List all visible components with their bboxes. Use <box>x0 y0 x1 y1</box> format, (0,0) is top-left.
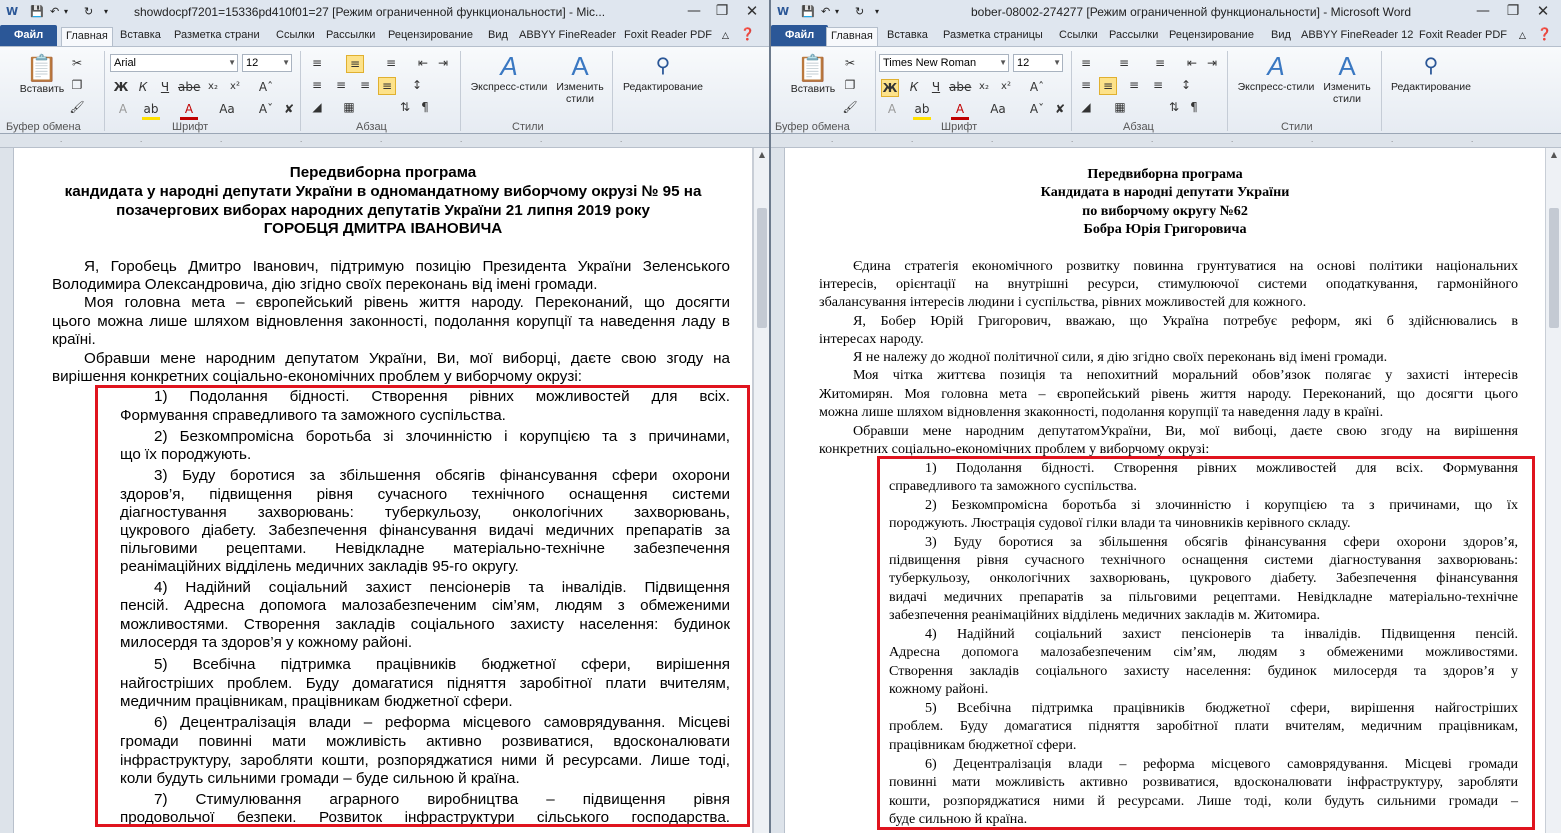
doc-line: цього можна лише шляхом відновлення законності, подолання корупції та наведення ладу в <box>52 313 730 330</box>
cut-icon[interactable]: ✂ <box>844 56 856 70</box>
express-styles-button[interactable] <box>1233 51 1319 93</box>
maximize-icon[interactable]: ❐ <box>1506 3 1520 19</box>
help-icon[interactable]: ❓ <box>740 27 755 41</box>
close-icon[interactable]: ✕ <box>745 2 759 20</box>
tab-review[interactable]: Рецензирование <box>388 29 473 41</box>
bullets-icon[interactable]: ≡ <box>1080 56 1092 70</box>
align-left-icon[interactable]: ≡ <box>311 78 323 92</box>
change-case-icon[interactable]: Aa <box>219 102 235 116</box>
subscript-button[interactable]: x₂ <box>979 81 989 92</box>
group-separator <box>875 51 876 131</box>
horizontal-ruler[interactable] <box>0 134 769 148</box>
save-icon[interactable]: 💾 <box>30 5 44 18</box>
tab-home[interactable]: Главная <box>61 27 113 47</box>
undo-icon[interactable]: ↶ <box>821 5 831 18</box>
doc-line: Обравши мене народним депутатом України, Ви, мої виборці, даєте свою згоду на <box>84 350 730 367</box>
font-name-value: Arial <box>114 57 137 69</box>
paste-label: Вставить <box>790 83 836 95</box>
borders-icon[interactable]: ▦ <box>1114 100 1126 114</box>
doc-line: інтересах народу. <box>819 331 924 347</box>
help-icon[interactable]: ❓ <box>1537 27 1552 41</box>
ribbon-tabs <box>0 24 769 46</box>
group-clipboard-label: Буфер обмена <box>6 121 81 133</box>
collapse-ribbon-icon[interactable]: △ <box>722 31 729 41</box>
font-size-value: 12 <box>246 57 259 69</box>
group-separator <box>104 51 105 131</box>
doc-heading-4: ГОРОБЦЯ ДМИТРА ІВАНОВИЧА <box>263 220 503 237</box>
vertical-scrollbar[interactable] <box>753 148 769 833</box>
group-styles-label: Стили <box>1281 121 1313 133</box>
highlight-box <box>95 385 750 827</box>
doc-line: 1) Подолання бідності. Створення рівних можливостей для всіх. Формування <box>925 460 1518 476</box>
tab-page-layout[interactable]: Разметка страни <box>174 29 260 41</box>
vertical-scrollbar[interactable] <box>1545 148 1561 833</box>
doc-heading-4: Бобра Юрія Григоровича <box>1083 221 1247 237</box>
tab-references[interactable]: Ссылки <box>276 29 315 41</box>
group-separator <box>1381 51 1382 131</box>
doc-line: Я, Бобер Юрій Григорович, вважаю, що Україна потребує реформ, які б здійснювались в <box>853 313 1518 329</box>
text-effects-icon[interactable]: A <box>887 102 897 116</box>
paste-button[interactable] <box>781 53 845 95</box>
tab-mailings[interactable]: Рассылки <box>326 29 376 41</box>
customize-qat-icon[interactable]: ▾ <box>875 7 880 16</box>
redo-icon[interactable]: ↻ <box>855 5 865 18</box>
doc-line: 5) Всебічна підтримка працівників бюджетної сфери, вирішення найгостріших <box>925 700 1518 716</box>
shrink-font-icon[interactable]: Aˇ <box>258 102 274 116</box>
window-title: bober-08002-274277 [Режим ограниченной функциональности] - Microsoft Word <box>971 5 1412 19</box>
doc-line: забезпечення реанімаційних відділень медичних закладів м. Житомира. <box>889 607 1321 623</box>
dropdown-icon: ▼ <box>282 58 290 67</box>
group-styles-label: Стили <box>512 121 544 133</box>
ruler-tick: · <box>300 138 303 146</box>
doc-line: Я не належу до жодної політичної сили, я дію згідно своїх переконань від імені громади. <box>853 349 1388 365</box>
doc-heading-1: Передвиборна програма <box>289 164 477 181</box>
doc-line: милосердя та здоров’я у кожному районі. <box>120 634 413 651</box>
change-styles-button[interactable] <box>552 51 608 105</box>
horizontal-ruler[interactable] <box>771 134 1561 148</box>
scrollbar-thumb[interactable] <box>1549 208 1559 328</box>
paste-label: Вставить <box>19 83 65 95</box>
doc-line: 2) Безкомпромісна боротьба зі злочинністю і корупцією та з причинами, <box>154 428 730 445</box>
multilevel-list-icon[interactable]: ≡ <box>1154 56 1166 70</box>
doc-line: Формування справедливого та заможного суспільства. <box>120 407 506 424</box>
doc-line: Єдина стратегія економічного розвитку повинна грунтуватися на основі політики національних <box>853 258 1518 274</box>
pilcrow-icon[interactable]: ¶ <box>1190 100 1198 114</box>
multilevel-list-icon[interactable]: ≡ <box>385 56 397 70</box>
doc-line: пільговими рецептами. Невідкладне матеріально-технічне забезпечення <box>120 540 730 557</box>
change-styles-label-2: стили <box>1333 93 1361 105</box>
title-bar <box>0 0 769 24</box>
font-color-icon[interactable]: A <box>951 101 969 120</box>
doc-line: реанімаційних відділень медичних закладів 95-го округу. <box>120 558 519 575</box>
align-right-icon[interactable]: ≡ <box>359 78 371 92</box>
doc-line: 4) Надійний соціальний захист пенсіонерів та інвалідів. Підвищення пенсій. <box>925 626 1518 642</box>
font-name-value: Times New Roman <box>883 57 977 69</box>
tab-view[interactable]: Вид <box>1271 29 1291 41</box>
tab-mailings[interactable]: Рассылки <box>1109 29 1159 41</box>
tab-references[interactable]: Ссылки <box>1059 29 1098 41</box>
group-separator <box>612 51 613 131</box>
doc-line: 4) Надійний соціальний захист пенсіонерів та інвалідів. Підвищення <box>154 579 730 596</box>
pilcrow-icon[interactable]: ¶ <box>421 100 429 114</box>
dropdown-icon: ▼ <box>228 58 236 67</box>
ruler-tick: · <box>60 138 63 146</box>
tab-insert[interactable]: Вставка <box>120 29 161 41</box>
ruler-tick: · <box>620 138 623 146</box>
doc-heading-3: по виборчому округу №62 <box>1082 203 1248 219</box>
align-right-icon[interactable]: ≡ <box>1128 78 1140 92</box>
font-size-value: 12 <box>1017 57 1030 69</box>
ruler-tick: · <box>991 138 994 146</box>
undo-icon[interactable]: ↶ <box>50 5 60 18</box>
group-paragraph-label: Абзац <box>356 121 387 133</box>
change-styles-label: Изменить <box>556 81 604 93</box>
strikethrough-button[interactable]: abe <box>949 80 972 94</box>
doc-line: що їх породжують. <box>120 446 252 463</box>
tab-file[interactable]: Файл <box>771 25 828 46</box>
express-styles-button[interactable] <box>466 51 552 93</box>
doc-line: коли будуть сильними громади – буде сильною й країна. <box>120 770 520 787</box>
ruler-tick: · <box>540 138 543 146</box>
ruler-tick: · <box>911 138 914 146</box>
minimize-icon[interactable]: — <box>1476 3 1490 19</box>
change-case-icon[interactable]: Aa <box>990 102 1006 116</box>
window-title: showdocpf7201=15336pd410f01=27 [Режим ограниченной функциональности] - Mic... <box>134 5 606 19</box>
font-size-combo[interactable] <box>1013 54 1063 72</box>
group-separator <box>1071 51 1072 131</box>
subscript-button[interactable]: x₂ <box>208 81 218 92</box>
doc-line: можна лише шляхом відновлення зкаконності, подолання корупції та наведення ладу в країні. <box>819 404 1384 420</box>
doc-heading-2: Кандидата в народні депутати України <box>1040 184 1290 200</box>
doc-line: конкретних соціально-економічних проблем у виборчому окрузі: <box>819 441 1210 457</box>
shading-icon[interactable]: ◢ <box>312 100 322 114</box>
doc-line: туберкульозу, онкологічних захворювань, цукрового діабету. Забезпечення фінансування <box>889 570 1518 586</box>
clear-format-icon[interactable]: ✘ <box>283 102 295 116</box>
decrease-indent-icon[interactable]: ⇤ <box>1186 56 1198 70</box>
express-styles-label: Экспресс-стили <box>470 81 548 93</box>
doc-heading-2: кандидата у народні депутати України в одномандатному виборчому окрузі № 95 на <box>64 183 702 200</box>
doc-line: країні. <box>52 331 96 348</box>
ruler-tick: · <box>220 138 223 146</box>
align-center-icon[interactable]: ≡ <box>335 78 347 92</box>
doc-line: 6) Децентралізація влади – реформа місцевого самоврядування. Місцеві <box>154 714 730 731</box>
format-painter-icon[interactable]: 🖌 <box>842 100 858 114</box>
ruler-tick: · <box>1151 138 1154 146</box>
justify-icon[interactable]: ≡ <box>1152 78 1164 92</box>
doc-line: інтересів, орієнтації на внутрішні ресурси, стимулюючої системи оподаткування, гармонійного <box>819 276 1518 292</box>
doc-line: вирішення конкретних соціально-економічних проблем у виборчому окрузі: <box>52 368 582 385</box>
underline-button[interactable]: Ч <box>160 80 170 94</box>
align-left-icon[interactable]: ≡ <box>1080 78 1092 92</box>
styles-icon: A <box>500 51 518 81</box>
editing-button[interactable] <box>616 51 710 93</box>
grow-font-icon[interactable]: Aˆ <box>1029 80 1045 94</box>
doc-line: Житомирян. Моя головна мета – європейський рівень життя народу. Переконаний, що досягти цього <box>819 386 1518 402</box>
borders-icon[interactable]: ▦ <box>343 100 355 114</box>
doc-line: проблем. Буду домагатися підняття заробітної плати вчителям, медичним працівникам, <box>889 718 1518 734</box>
binoculars-icon: ⚲ <box>1423 55 1439 77</box>
group-font-label: Шрифт <box>941 121 978 133</box>
paste-icon: 📋 <box>25 53 59 83</box>
ribbon-tabs <box>771 24 1561 46</box>
change-styles-icon: A <box>1338 51 1356 81</box>
ribbon <box>0 46 769 134</box>
font-size-combo[interactable] <box>242 54 292 72</box>
save-icon[interactable]: 💾 <box>801 5 815 18</box>
paste-icon: 📋 <box>796 53 830 83</box>
doc-line: 1) Подолання бідності. Створення рівних можливостей для всіх. <box>154 388 730 405</box>
strikethrough-button[interactable]: abe <box>178 80 201 94</box>
doc-line: Моя чітка життєва позиція та непохитний моральний обов’язок полягає у захисті інтересів <box>853 367 1518 383</box>
doc-line: можливостями. Створення закладів соціального захисту населення: будинок <box>120 616 730 633</box>
customize-qat-icon[interactable]: ▾ <box>104 7 109 16</box>
increase-indent-icon[interactable]: ⇥ <box>437 56 449 70</box>
doc-line: здоров’я, підвищення рівня сучасного технічного оснащення системи <box>120 486 730 503</box>
change-styles-label-2: стили <box>566 93 594 105</box>
group-paragraph-label: Абзац <box>1123 121 1154 133</box>
doc-line: кожному районі. <box>889 681 989 697</box>
ruler-tick: · <box>1071 138 1074 146</box>
doc-line: Моя головна мета – європейський рівень життя народу. Переконаний, що досягти <box>84 294 730 311</box>
superscript-button[interactable]: x² <box>230 81 240 92</box>
styles-icon: A <box>1267 51 1285 81</box>
scroll-up-icon[interactable]: ▲ <box>758 150 766 159</box>
doc-line: кошти, розпоряджатися ними й ресурсами. Лише тоді, коли будуть сильними громади – <box>889 793 1518 809</box>
format-painter-icon[interactable]: 🖌 <box>69 100 85 114</box>
collapse-ribbon-icon[interactable]: △ <box>1519 31 1526 41</box>
doc-line: породжують. Люстрація судової гілки влади та чиновників керівного складу. <box>889 515 1351 531</box>
clear-format-icon[interactable]: ✘ <box>1054 102 1066 116</box>
vertical-ruler[interactable] <box>771 148 785 833</box>
doc-line: підвищення рівня сучасного технічного оснащення системи діагностування захворювань: <box>889 552 1518 568</box>
doc-line: 5) Всебічна підтримка працівників бюджетної сфери, вирішення <box>154 656 730 673</box>
align-center-icon[interactable]: ≡ <box>1099 77 1117 95</box>
group-separator <box>460 51 461 131</box>
underline-button[interactable]: Ч <box>931 80 941 94</box>
doc-line: працівникам бюджетної сфери. <box>889 737 1077 753</box>
doc-line: діагностування захворювань: туберкульозу, онкологічних захворювань, <box>120 504 730 521</box>
redo-icon[interactable]: ↻ <box>84 5 94 18</box>
doc-line: Володимира Олександровича, дію згідно своїх переконань від імені громади. <box>52 276 598 293</box>
doc-line: громади повинні мати можливість активно розвиватися, вдосконалювати <box>120 733 730 750</box>
line-spacing-icon[interactable]: ↕ <box>411 78 423 92</box>
font-color-icon[interactable]: A <box>180 101 198 120</box>
editing-label: Редактирование <box>623 81 703 93</box>
doc-line: справедливого та заможного суспільства. <box>889 478 1137 494</box>
group-separator <box>1227 51 1228 131</box>
doc-line: цукрового діабету. Забезпечення фінансування видачі медичних препаратів за <box>120 522 730 539</box>
doc-line: буде сильною й країна. <box>889 811 1028 827</box>
change-styles-button[interactable] <box>1319 51 1375 105</box>
bold-button[interactable]: Ж <box>882 81 898 95</box>
shrink-font-icon[interactable]: Aˇ <box>1029 102 1045 116</box>
sort-icon[interactable]: ⇅ <box>399 100 411 114</box>
shading-icon[interactable]: ◢ <box>1081 100 1091 114</box>
numbering-icon[interactable]: ≡ <box>346 55 364 73</box>
tab-foxit[interactable]: Foxit Reader PDF <box>624 29 713 41</box>
doc-line: видачі медичних препаратів за пільговими рецептами. Невідкладне матеріально-технічне <box>889 589 1518 605</box>
paste-button[interactable] <box>10 53 74 95</box>
doc-line: пенсій. Адресна допомога малозабезпеченим сім’ям, людям з обмеженими <box>120 597 730 614</box>
italic-button[interactable]: К <box>138 80 148 94</box>
undo-dropdown-icon[interactable]: ▾ <box>835 7 840 16</box>
express-styles-label: Экспресс-стили <box>1237 81 1315 93</box>
doc-line: 7) Стимулювання аграрного виробництва – підвищення рівня <box>154 791 730 808</box>
tab-home[interactable]: Главная <box>826 27 878 47</box>
doc-heading-3: позачергових виборах народних депутатів України 21 липня 2019 року <box>116 202 650 219</box>
scrollbar-thumb[interactable] <box>757 208 767 328</box>
superscript-button[interactable]: x² <box>1001 81 1011 92</box>
font-name-combo[interactable] <box>110 54 238 72</box>
tab-abbyy[interactable]: ABBYY FineReader <box>519 29 617 41</box>
doc-line: медичним працівникам, працівникам бюджетної сфери. <box>120 693 513 710</box>
doc-line: 3) Буду боротися за збільшення обсягів фінансування сфери охорони здоров’я, <box>925 534 1518 550</box>
text-effects-icon[interactable]: A <box>118 102 128 116</box>
decrease-indent-icon[interactable]: ⇤ <box>417 56 429 70</box>
tab-abbyy[interactable]: ABBYY FineReader 12 <box>1301 29 1414 41</box>
scroll-up-icon[interactable]: ▲ <box>1550 150 1558 159</box>
copy-icon[interactable]: ❐ <box>71 78 83 92</box>
doc-line: збалансування інтересів людини і суспільства, рівних можливостей для кожного. <box>819 294 1307 310</box>
highlight-icon[interactable]: ab <box>142 101 160 120</box>
group-clipboard-label: Буфер обмена <box>775 121 850 133</box>
highlight-box <box>877 456 1535 830</box>
binoculars-icon: ⚲ <box>655 55 671 77</box>
doc-heading-1: Передвиборна програма <box>1087 166 1243 182</box>
group-separator <box>300 51 301 131</box>
doc-line: Адресна допомога малозабезпеченим сім’ям, людям з обмеженими можливостями. <box>889 644 1518 660</box>
undo-dropdown-icon[interactable]: ▾ <box>64 7 69 16</box>
bullets-icon[interactable]: ≡ <box>311 56 323 70</box>
vertical-ruler[interactable] <box>0 148 14 833</box>
copy-icon[interactable]: ❐ <box>844 78 856 92</box>
doc-line: Обравши мене народним депутатомУкраїни, Ви, мої вибоці, даєте свою згоду на вирішення <box>853 423 1518 439</box>
title-bar <box>771 0 1561 24</box>
ruler-tick: · <box>831 138 834 146</box>
ruler-tick: · <box>140 138 143 146</box>
grow-font-icon[interactable]: Aˆ <box>258 80 274 94</box>
ruler-tick: · <box>1391 138 1394 146</box>
italic-button[interactable]: К <box>909 80 919 94</box>
doc-line: Створення закладів соціального захисту населення: будинок милосердя та здоров’я у <box>889 663 1518 679</box>
tab-review[interactable]: Рецензирование <box>1169 29 1254 41</box>
doc-line: повинні мати можливість активно розвиватися, вдосконалювати інфраструктуру, заробляти <box>889 774 1518 790</box>
doc-line: Я, Горобець Дмитро Іванович, підтримую позицію Президента України Зеленського <box>84 258 730 275</box>
highlight-icon[interactable]: ab <box>913 101 931 120</box>
ruler-tick: · <box>1231 138 1234 146</box>
ruler-tick: · <box>460 138 463 146</box>
ruler-tick: · <box>1471 138 1474 146</box>
doc-line: продовольчої безпеки. Розвиток інфраструктури сільського господарства. <box>120 809 730 826</box>
word-logo-icon: W <box>777 5 790 18</box>
ruler-tick: · <box>1311 138 1314 146</box>
font-name-combo[interactable] <box>879 54 1009 72</box>
tab-file[interactable]: Файл <box>0 25 57 46</box>
group-font-label: Шрифт <box>172 121 209 133</box>
bold-button[interactable]: Ж <box>113 80 129 94</box>
tab-view[interactable]: Вид <box>488 29 508 41</box>
editing-button[interactable] <box>1383 51 1479 93</box>
word-window-right <box>771 0 1561 833</box>
maximize-icon[interactable]: ❐ <box>715 3 729 19</box>
cut-icon[interactable]: ✂ <box>71 56 83 70</box>
sort-icon[interactable]: ⇅ <box>1168 100 1180 114</box>
tab-page-layout[interactable]: Разметка страницы <box>943 29 1043 41</box>
word-window-left <box>0 0 769 833</box>
tab-insert[interactable]: Вставка <box>887 29 928 41</box>
ruler-tick: · <box>380 138 383 146</box>
dropdown-icon: ▼ <box>999 58 1007 67</box>
tab-foxit[interactable]: Foxit Reader PDF <box>1419 29 1508 41</box>
increase-indent-icon[interactable]: ⇥ <box>1206 56 1218 70</box>
line-spacing-icon[interactable]: ↕ <box>1180 78 1192 92</box>
doc-line: інфраструктуру, заробляти кошти, розпоряджатися ними й ресурсами. Лише тоді, <box>120 752 730 769</box>
doc-line: 3) Буду боротися за збільшення обсягів фінансування сфери охорони <box>154 467 730 484</box>
editing-label: Редактирование <box>1391 81 1471 93</box>
dropdown-icon: ▼ <box>1053 58 1061 67</box>
doc-line: найгостріших проблем. Буду домагатися підняття заробітної плати вчителям, <box>120 675 730 692</box>
justify-icon[interactable]: ≡ <box>378 77 396 95</box>
numbering-icon[interactable]: ≡ <box>1118 56 1130 70</box>
doc-line: 6) Децентралізація влади – реформа місцевого самоврядування. Місцеві громади <box>925 756 1518 772</box>
minimize-icon[interactable]: — <box>687 3 701 19</box>
word-logo-icon: W <box>6 5 19 18</box>
change-styles-icon: A <box>571 51 589 81</box>
change-styles-label: Изменить <box>1323 81 1371 93</box>
doc-line: 2) Безкомпромісна боротьба зі злочинністю і корупцією та з причинами, що їх <box>925 497 1518 513</box>
close-icon[interactable]: ✕ <box>1536 2 1550 20</box>
ribbon <box>771 46 1561 134</box>
